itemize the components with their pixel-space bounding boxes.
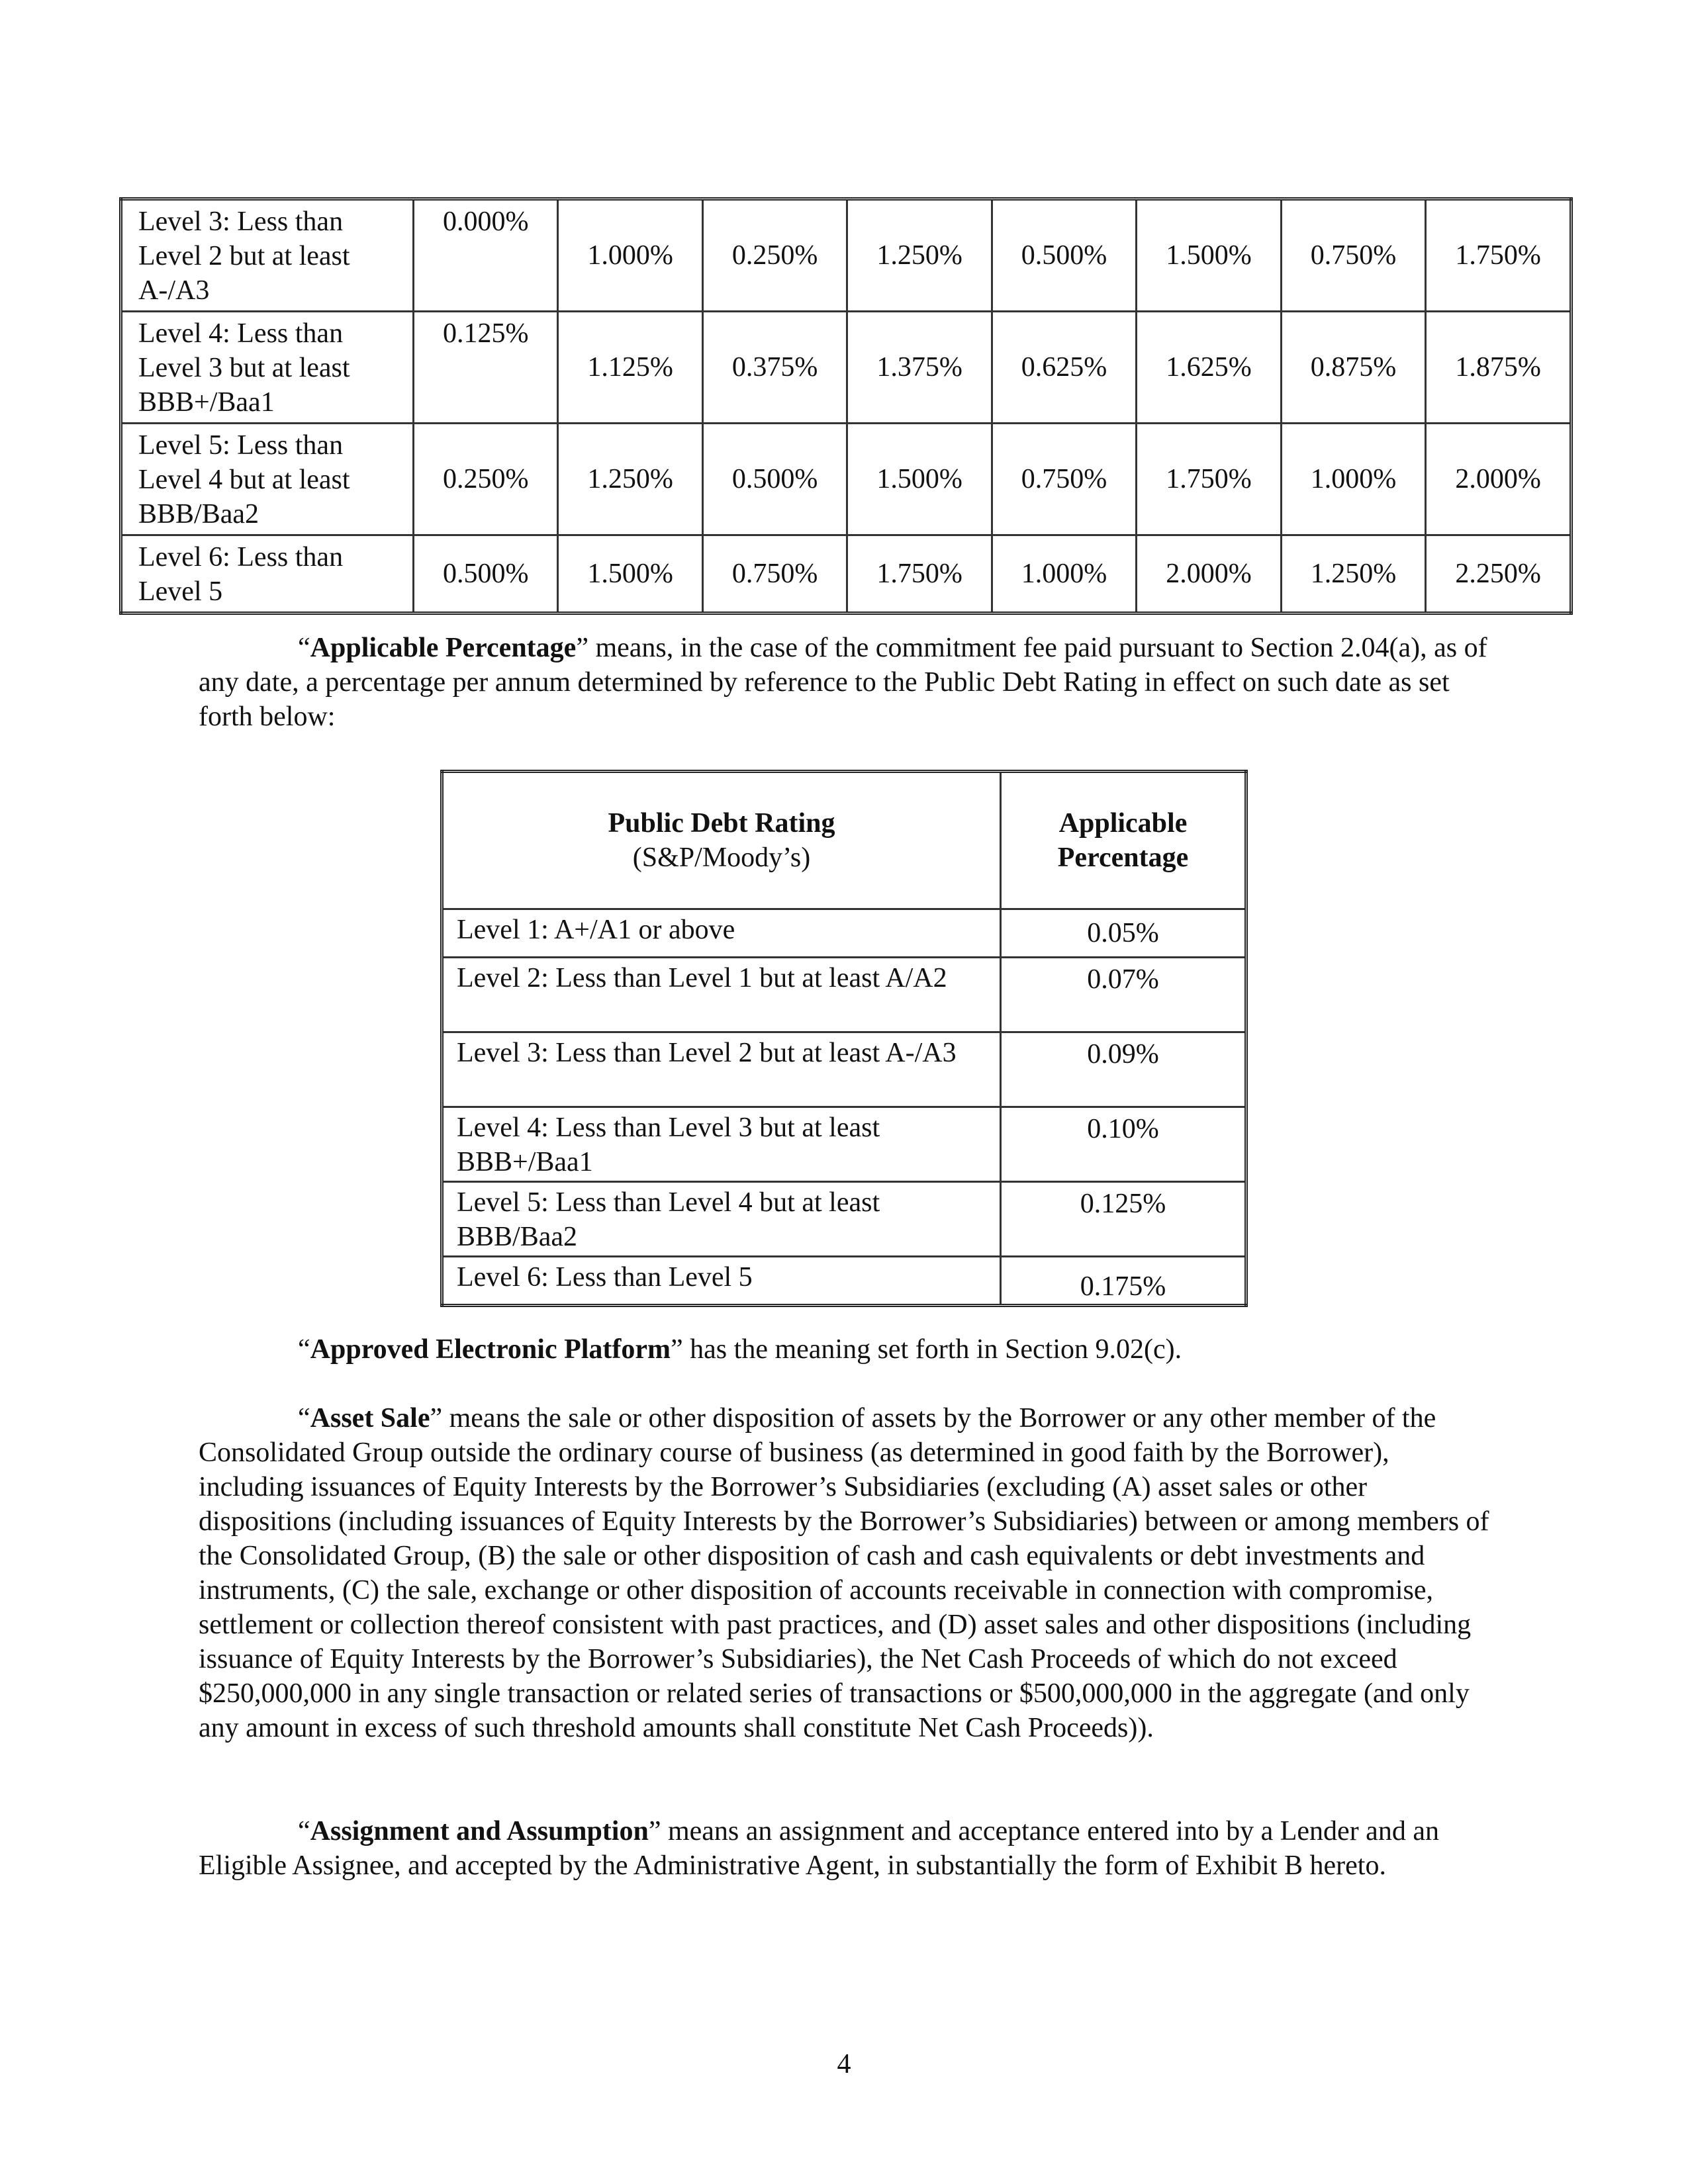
header-sublabel: (S&P/Moody’s) [632, 842, 811, 873]
applicable-percentage-header [1001, 772, 1246, 909]
percentage-cell: 0.125% [1001, 1182, 1246, 1257]
rate-cell: 1.750% [847, 535, 992, 614]
header-label: Public Debt Rating [608, 808, 835, 839]
defined-term: Asset Sale [310, 1403, 430, 1433]
open-quote: “ [298, 633, 310, 663]
rate-cell: 0.500% [992, 199, 1136, 312]
table-row [121, 312, 1571, 424]
rate-cell: 1.250% [1281, 535, 1425, 614]
table-row [121, 199, 1571, 312]
rating-cell: Level 1: A+/A1 or above [442, 909, 1001, 958]
definition-approved-electronic-platform [199, 1332, 1489, 1367]
public-debt-rating-header [442, 772, 1001, 909]
definition-assignment-and-assumption [199, 1814, 1489, 1883]
page-number: 4 [837, 2049, 851, 2079]
percentage-cell: 0.07% [1001, 958, 1246, 1032]
header-label: Percentage [1057, 842, 1189, 873]
table-row [121, 424, 1571, 535]
table-row [442, 909, 1246, 958]
rating-cell: Level 6: Less than Level 5 [442, 1257, 1001, 1306]
level-cell: Level 5: Less than Level 4 but at least BBB/Baa2 [121, 424, 414, 535]
rating-cell: Level 5: Less than Level 4 but at least BBB/Baa2 [442, 1182, 1001, 1257]
rate-cell: 1.000% [1281, 424, 1425, 535]
percentage-cell: 0.09% [1001, 1032, 1246, 1107]
rate-cell: 0.375% [702, 312, 847, 424]
definition-text: ” means an assignment and acceptance entered into by a Lender and an Eligible Assignee, and accepted by the Administrative Agent, in substantially the form of Exhibit B hereto. [199, 1816, 1439, 1881]
rate-cell: 1.125% [558, 312, 702, 424]
rate-cell: 0.875% [1281, 312, 1425, 424]
definition-text: ” means the sale or other disposition of assets by the Borrower or any other member of the Consolidated Group outside the ordinary course of business (as determined in good faith by the Borrower), including issuances of Equity Interests by the Borrower’s Subsidiaries (excluding (A) asset sales or other dispositions (including issuances of Equity Interests by the Borrower’s Subsidiaries) between or among members of the Consolidated Group, (B) the sale or other disposition of cash and cash equivalents or debt investments and instruments, (C) the sale, exchange or other disposition of accounts receivable in connection with compromise, settlement or collection thereof consistent with past practices, and (D) asset sales and other dispositions (including issuance of Equity Interests by the Borrower’s Subsidiaries), the Net Cash Proceeds of which do not exceed $250,000,000 in any single transaction or related series of transactions or $500,000,000 in the aggregate (and only any amount in excess of such threshold amounts shall constitute Net Cash Proceeds)). [199, 1403, 1489, 1743]
level-cell: Level 6: Less than Level 5 [121, 535, 414, 614]
rate-cell: 0.250% [414, 424, 558, 535]
rate-cell: 1.375% [847, 312, 992, 424]
percentage-cell: 0.175% [1001, 1257, 1246, 1306]
rate-cell: 0.750% [992, 424, 1136, 535]
applicable-percentage-table [440, 770, 1248, 1307]
defined-term: Assignment and Assumption [310, 1816, 649, 1846]
level-cell: Level 4: Less than Level 3 but at least BBB+/Baa1 [121, 312, 414, 424]
rate-cell: 0.625% [992, 312, 1136, 424]
rate-cell: 1.750% [1426, 199, 1571, 312]
table-row [442, 1107, 1246, 1182]
rate-cell: 1.250% [558, 424, 702, 535]
rate-cell: 0.500% [414, 535, 558, 614]
percentage-cell: 0.10% [1001, 1107, 1246, 1182]
level-cell: Level 3: Less than Level 2 but at least A-/A3 [121, 199, 414, 312]
rate-cell: 1.750% [1137, 424, 1281, 535]
rating-cell: Level 2: Less than Level 1 but at least A/A2 [442, 958, 1001, 1032]
table-row [442, 1032, 1246, 1107]
rate-cell: 0.750% [702, 535, 847, 614]
table-row [442, 1257, 1246, 1306]
rate-cell: 0.000% [414, 199, 558, 312]
rate-cell: 2.000% [1137, 535, 1281, 614]
rating-cell: Level 3: Less than Level 2 but at least A-/A3 [442, 1032, 1001, 1107]
rate-cell: 1.500% [847, 424, 992, 535]
rate-cell: 2.000% [1426, 424, 1571, 535]
rate-cell: 0.125% [414, 312, 558, 424]
defined-term: Applicable Percentage [310, 633, 577, 663]
definition-text: ” has the meaning set forth in Section 9.02(c). [671, 1334, 1182, 1365]
percentage-cell: 0.05% [1001, 909, 1246, 958]
rate-cell: 1.500% [1137, 199, 1281, 312]
rate-cell: 2.250% [1426, 535, 1571, 614]
pricing-grid-table [119, 197, 1573, 615]
header-label: Applicable [1058, 808, 1188, 839]
defined-term: Approved Electronic Platform [310, 1334, 671, 1365]
rate-cell: 1.625% [1137, 312, 1281, 424]
rating-cell: Level 4: Less than Level 3 but at least BBB+/Baa1 [442, 1107, 1001, 1182]
open-quote: “ [298, 1403, 310, 1433]
rate-cell: 0.750% [1281, 199, 1425, 312]
table-row [121, 535, 1571, 614]
rate-cell: 1.000% [558, 199, 702, 312]
open-quote: “ [298, 1816, 310, 1846]
open-quote: “ [298, 1334, 310, 1365]
rate-cell: 1.250% [847, 199, 992, 312]
definition-applicable-percentage [199, 631, 1489, 734]
rate-cell: 1.500% [558, 535, 702, 614]
rate-cell: 0.500% [702, 424, 847, 535]
definition-asset-sale [199, 1401, 1489, 1745]
rate-cell: 1.875% [1426, 312, 1571, 424]
rate-cell: 0.250% [702, 199, 847, 312]
rate-cell: 1.000% [992, 535, 1136, 614]
table-row [442, 1182, 1246, 1257]
table-header-row [442, 772, 1246, 909]
definition-text: ” means, in the case of the commitment fee paid pursuant to Section 2.04(a), as of any date, a percentage per annum determined by reference to the Public Debt Rating in effect on such date as set forth below: [199, 633, 1487, 732]
table-row [442, 958, 1246, 1032]
